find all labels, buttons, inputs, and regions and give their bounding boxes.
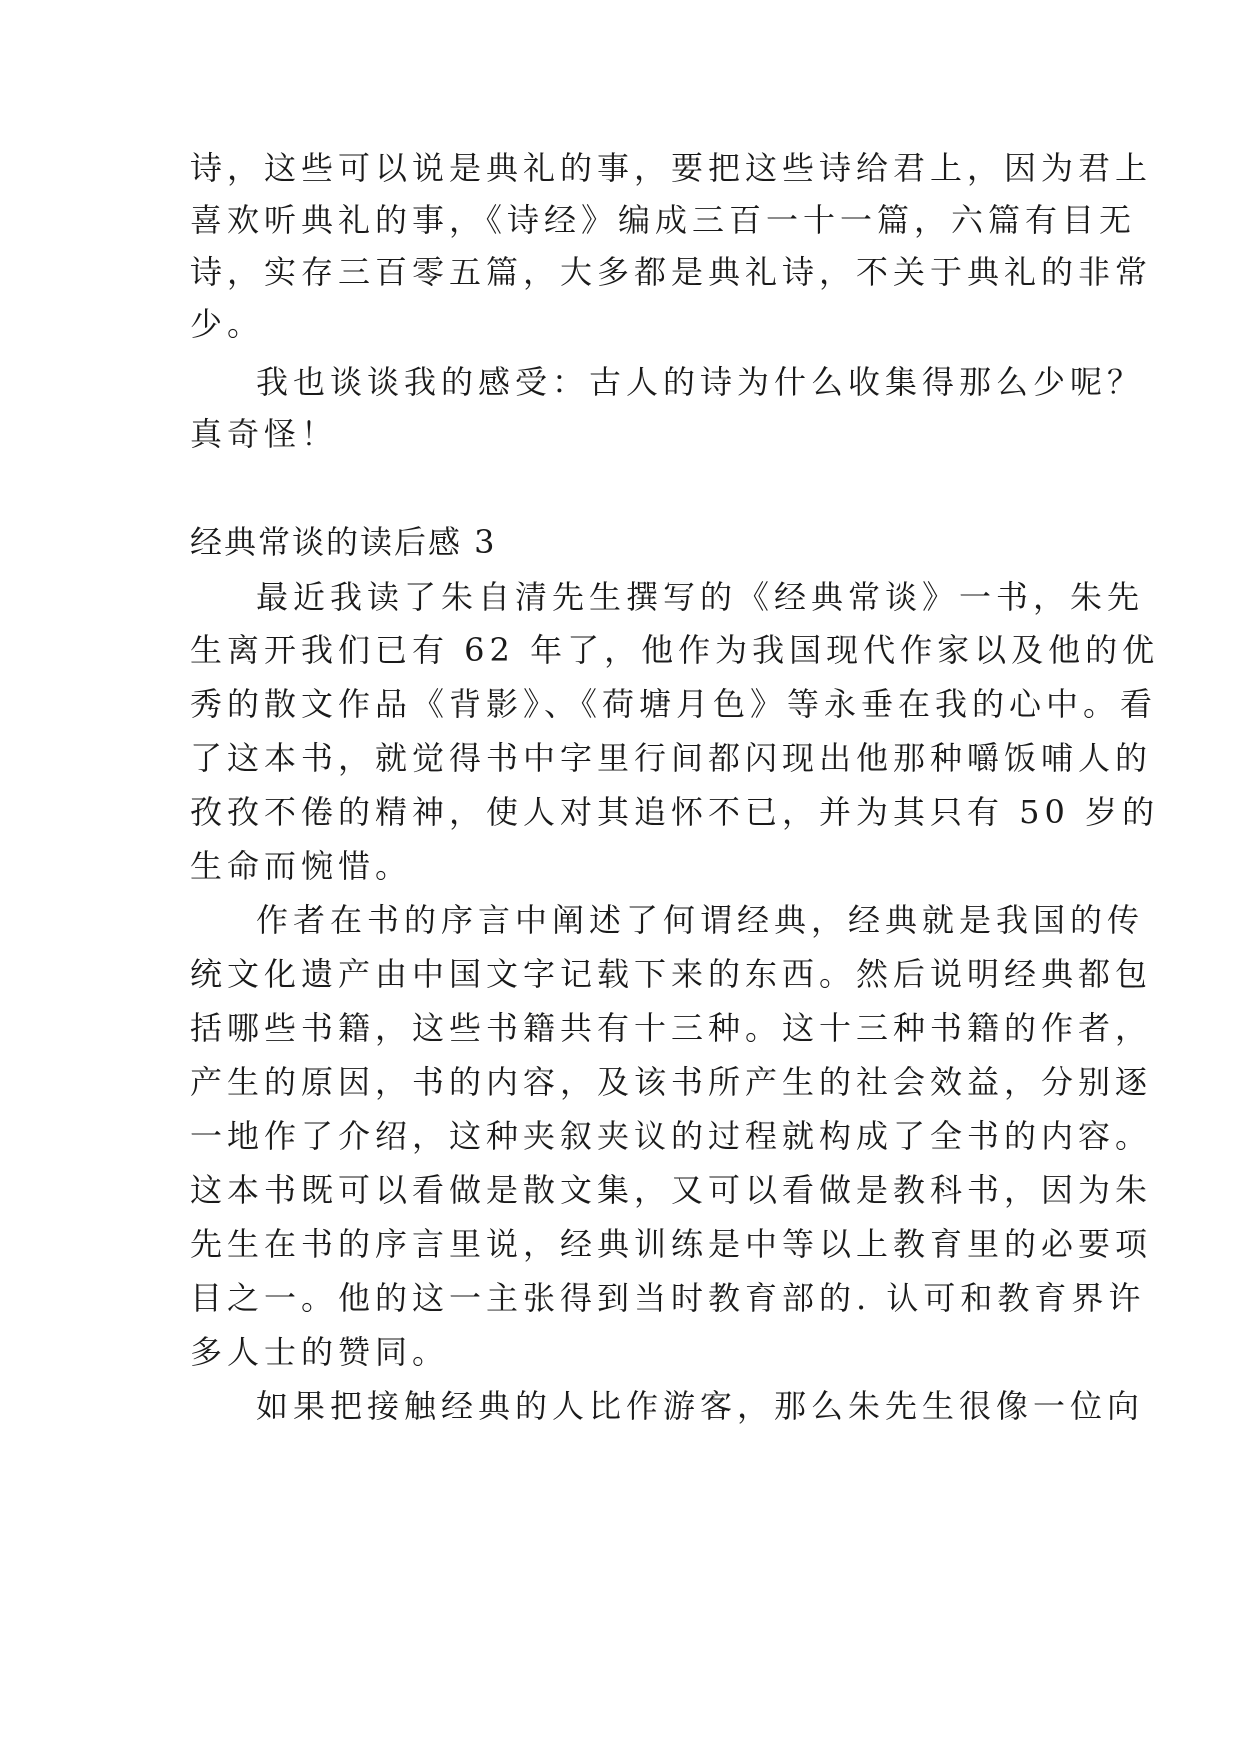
paragraph-4-line-9: 多人士的赞同。 (190, 1333, 450, 1371)
paragraph-4-line-5: 一地作了介绍，这种夹叙夹议的过程就构成了全书的内容。 (190, 1117, 1153, 1155)
paragraph-4-line-8: 目之一。他的这一主张得到当时教育部的. 认可和教育界许 (190, 1279, 1146, 1317)
paragraph-3-line-3: 秀的散文作品《背影》、《荷塘月色》等永垂在我的心中。看 (190, 685, 1158, 723)
paragraph-4-line-6: 这本书既可以看做是散文集，又可以看做是教科书，因为朱 (190, 1171, 1153, 1209)
paragraph-3-line-4: 了这本书，就觉得书中字里行间都闪现出他那种嚼饭哺人的 (190, 739, 1153, 777)
paragraph-1-line-4: 少。 (190, 305, 265, 343)
paragraph-2-line-1: 我也谈谈我的感受：古人的诗为什么收集得那么少呢？ (256, 363, 1145, 401)
paragraph-4-line-7: 先生在书的序言里说，经典训练是中等以上教育里的必要项 (190, 1225, 1153, 1263)
paragraph-4-line-3: 括哪些书籍，这些书籍共有十三种。这十三种书籍的作者， (190, 1009, 1153, 1047)
paragraph-4-line-2: 统文化遗产由中国文字记载下来的东西。然后说明经典都包 (190, 955, 1153, 993)
paragraph-1-line-3: 诗，实存三百零五篇，大多都是典礼诗，不关于典礼的非常 (190, 253, 1153, 291)
paragraph-1-line-2: 喜欢听典礼的事，《诗经》编成三百一十一篇，六篇有目无 (190, 201, 1137, 239)
paragraph-3-line-5: 孜孜不倦的精神，使人对其追怀不已，并为其只有 50 岁的 (190, 793, 1160, 831)
paragraph-5-line-1: 如果把接触经典的人比作游客，那么朱先生很像一位向 (256, 1387, 1145, 1425)
paragraph-3-line-2: 生离开我们已有 62 年了，他作为我国现代作家以及他的优 (190, 631, 1160, 669)
paragraph-2-line-2: 真奇怪！ (190, 415, 339, 453)
section-heading: 经典常谈的读后感 3 (190, 523, 497, 561)
paragraph-3-line-6: 生命而惋惜。 (190, 847, 413, 885)
paragraph-4-line-4: 产生的原因，书的内容，及该书所产生的社会效益，分别逐 (190, 1063, 1153, 1101)
paragraph-1-line-1: 诗，这些可以说是典礼的事，要把这些诗给君上，因为君上 (190, 149, 1153, 187)
paragraph-3-line-1: 最近我读了朱自清先生撰写的《经典常谈》一书，朱先 (256, 578, 1145, 616)
paragraph-4-line-1: 作者在书的序言中阐述了何谓经典，经典就是我国的传 (256, 901, 1145, 939)
